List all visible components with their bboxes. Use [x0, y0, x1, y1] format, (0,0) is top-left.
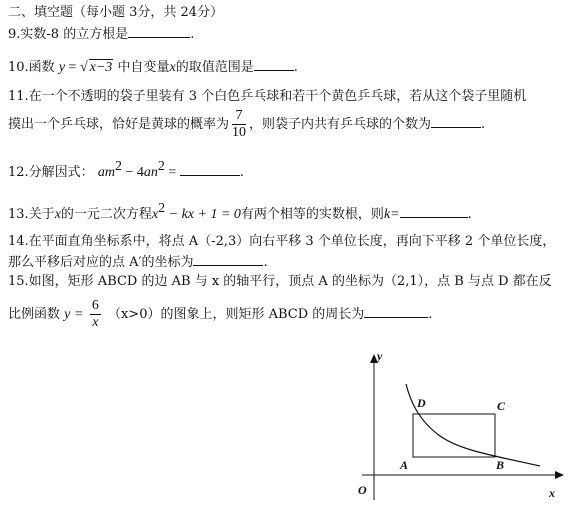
fraction-denominator: x: [92, 315, 99, 330]
question-10: 10.函数 y = √ x−3 中自变量x的取值范围是 .: [8, 60, 298, 75]
x-axis-label: x: [549, 486, 555, 500]
equation-x: x: [151, 207, 159, 222]
fraction-numerator: 6: [91, 298, 99, 313]
question-11-prefix: 摸出一个乒乓球，恰好是黄球的概率为: [8, 117, 230, 132]
question-13-middle: 的一元二次方程: [60, 207, 152, 222]
point-a-label: A: [400, 458, 409, 472]
section-header: 二、填空题（每小题 3分，共 24分）: [8, 5, 224, 20]
question-9: 9.实数-8 的立方根是 .: [8, 27, 195, 42]
function-lhs: y: [58, 60, 66, 75]
k-label: k=: [383, 207, 400, 222]
fraction-numerator: 7: [232, 108, 246, 125]
question-15-line2: 比例函数 y = $\frac{6}{x}$ （x>0）的图象上，则矩形 ABCD 的周长为 .: [8, 298, 433, 330]
question-14-text: 那么平移后对应的点 A′的坐标为: [8, 255, 194, 270]
radicand: x−3: [89, 60, 113, 75]
point-b-label: B: [496, 458, 505, 472]
question-15-line1: 15.如图，矩形 ABCD 的边 AB 与 x 的轴平行，顶点 A 的坐标为（2,1），点 B 与点 D 都在反: [8, 274, 552, 289]
question-15-prefix: 比例函数: [8, 307, 61, 322]
question-15-suffix: 的图象上，则矩形 ABCD 的周长为: [160, 307, 365, 322]
equation-exponent: 2: [158, 201, 166, 216]
y-axis-label: y: [377, 349, 383, 363]
question-13: 13.关于x的一元二次方程$x^2$ − kx + 1 = 0有两个相等的实数根，则k= .: [8, 201, 472, 222]
question-9-text: 9.实数-8 的立方根是: [8, 27, 129, 42]
question-14-line2: 那么平移后对应的点 A′的坐标为 .: [8, 255, 268, 270]
question-12-prefix: 12.分解因式：: [8, 165, 94, 180]
expr-eq: =: [164, 165, 180, 180]
variable-x: x: [169, 60, 176, 75]
question-12: 12.分解因式： $am^2 - 4an^2$ = .: [8, 159, 244, 180]
question-13-prefix: 13.关于: [8, 207, 55, 222]
origin-label: O: [358, 483, 367, 497]
expr-am: am: [97, 165, 115, 180]
question-14-line1: 14.在平面直角坐标系中，将点 A（-2,3）向右平移 3 个单位长度，再向下平移 2 个单位长度，: [8, 234, 556, 249]
radical-sign: √: [79, 60, 88, 75]
expr-minus: − 4: [121, 165, 144, 180]
question-11-suffix: ，则袋子内共有乒乓球的个数为: [249, 117, 432, 132]
exp-a: 2: [114, 159, 122, 174]
domain-condition: （x>0）: [107, 307, 161, 322]
question-10-suffix: 的取值范围是: [175, 60, 254, 75]
function-lhs: y =: [64, 307, 87, 322]
variable-x: x: [54, 207, 61, 222]
fraction-denominator: 10: [232, 125, 247, 140]
question-11-line1: 11.在一个不透明的袋子里装有 3 个白色乒乓球和若干个黄色乒乓球，若从这个袋子里随机: [8, 89, 527, 104]
point-d-label: D: [417, 396, 426, 410]
reciprocal-curve: [406, 384, 540, 466]
function-eq: =: [65, 60, 80, 75]
equation-rest: − kx + 1 = 0: [165, 207, 241, 222]
exp-b: 2: [157, 159, 165, 174]
question-13-suffix: 有两个相等的实数根，则: [240, 207, 384, 222]
question-10-prefix: 10.函数: [8, 60, 55, 75]
question-11-line2: 摸出一个乒乓球，恰好是黄球的概率为 $\frac{7}{10}$ ，则袋子内共有乒乓球的个数为 .: [8, 108, 486, 140]
expr-an: an: [143, 165, 158, 180]
question-10-middle: 中自变量: [117, 60, 170, 75]
rectangle-abcd: [413, 414, 495, 457]
point-c-label: C: [497, 399, 506, 413]
x-axis-arrow: [555, 471, 564, 479]
